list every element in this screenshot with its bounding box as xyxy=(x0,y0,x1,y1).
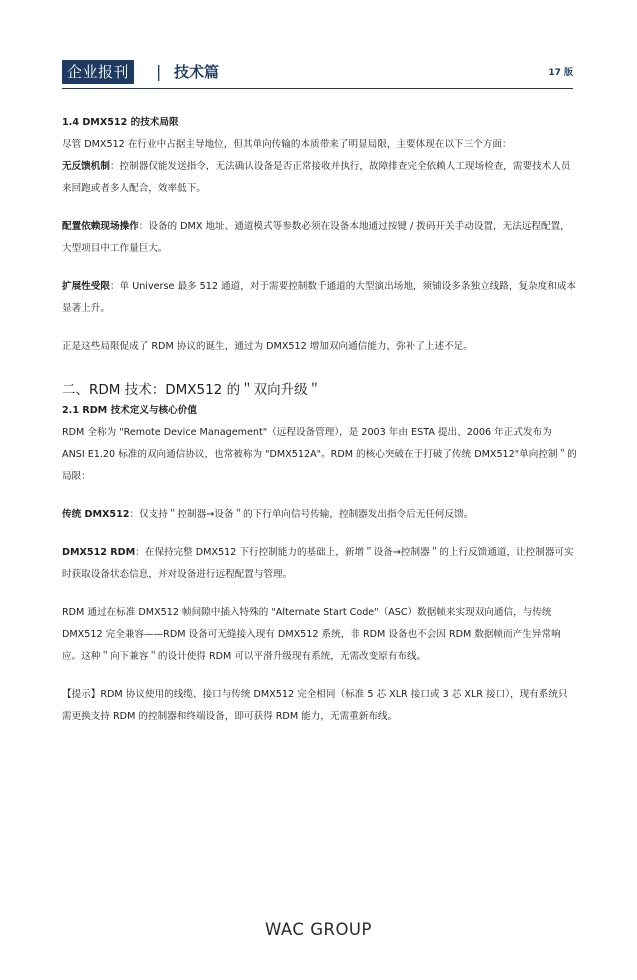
limitation-item xyxy=(62,276,577,320)
article-body xyxy=(62,112,577,728)
company-logo: WAC GROUP xyxy=(265,920,372,939)
section-1-4-heading: 1.4 DMX512 的技术局限 xyxy=(62,117,179,128)
rdm-mechanism-paragraph: RDM 通过在标准 DMX512 帧间隙中插入特殊的 "Alternate Start Code"（ASC）数据帧来实现双向通信，与传统 DMX512 完全兼容——RDM 设备可无缝接入现有 DMX512 系统，非 RDM 设备也不会因 RDM 数据帧而产生异常响应。这种＂向下兼容＂的设计使得 RDM 可以平滑升级现有系统，无需改变原有布线。 xyxy=(62,607,561,662)
limitation-item xyxy=(62,156,577,200)
traditional-dmx-paragraph xyxy=(62,504,577,526)
section-2-1-heading: 2.1 RDM 技术定义与核心价值 xyxy=(62,405,197,416)
limitation-item xyxy=(62,216,577,260)
limitation-text: ：单 Universe 最多 512 通道，对于需要控制数千通道的大型演出场地，须铺设多条独立线路，复杂度和成本显著上升。 xyxy=(62,281,577,314)
section-1-4-intro: 尽管 DMX512 在行业中占据主导地位，但其单向传输的本质带来了明显局限，主要体现在以下三个方面： xyxy=(62,139,512,150)
section-2-heading: 二、RDM 技术：DMX512 的＂双向升级＂ xyxy=(62,382,322,398)
limitation-term: 配置依赖现场操作 xyxy=(62,221,139,232)
page-number: 17 版 xyxy=(548,68,573,78)
rdm-term: DMX512 RDM xyxy=(62,547,136,558)
limitation-term: 扩展性受限 xyxy=(62,281,110,292)
rdm-paragraph xyxy=(62,542,577,586)
traditional-dmx-term: 传统 DMX512 xyxy=(62,509,130,520)
section-1-4-conclusion: 正是这些局限促成了 RDM 协议的诞生，通过为 DMX512 增加双向通信能力，弥补了上述不足。 xyxy=(62,341,473,352)
rdm-text: ：在保持完整 DMX512 下行控制能力的基础上，新增＂设备→控制器＂的上行反馈通道，让控制器可实时获取设备状态信息，并对设备进行远程配置与管理。 xyxy=(62,547,574,580)
brand-tag: 企业报刊 xyxy=(62,60,134,84)
page-header xyxy=(62,60,573,86)
rdm-definition: RDM 全称为 "Remote Device Management"（远程设备管理），是 2003 年由 ESTA 提出、2006 年正式发布为 ANSI E1.20 标准的双向通信协议，也常被称为 "DMX512A"。RDM 的核心突破在于打破了传统 DMX512"单向控制＂的局限： xyxy=(62,427,577,482)
limitation-text: ：控制器仅能发送指令，无法确认设备是否正常接收并执行，故障排查完全依赖人工现场检查，需要技术人员来回跑或者多人配合，效率低下。 xyxy=(62,161,571,194)
tip-paragraph: 【提示】RDM 协议使用的线缆、接口与传统 DMX512 完全相同（标准 5 芯 XLR 接口或 3 芯 XLR 接口），现有系统只需更换支持 RDM 的控制器和终端设备，即可获得 RDM 能力，无需重新布线。 xyxy=(62,689,568,722)
section-title: 技术篇 xyxy=(174,63,220,81)
traditional-dmx-text: ：仅支持＂控制器→设备＂的下行单向信号传输，控制器发出指令后无任何反馈。 xyxy=(129,509,474,520)
header-separator: | xyxy=(156,62,162,81)
limitation-term: 无反馈机制 xyxy=(62,161,110,172)
header-rule xyxy=(62,88,573,89)
limitation-text: ：设备的 DMX 地址、通道模式等参数必须在设备本地通过按键 / 拨码开关手动设置，无法远程配置，大型项目中工作量巨大。 xyxy=(62,221,570,254)
